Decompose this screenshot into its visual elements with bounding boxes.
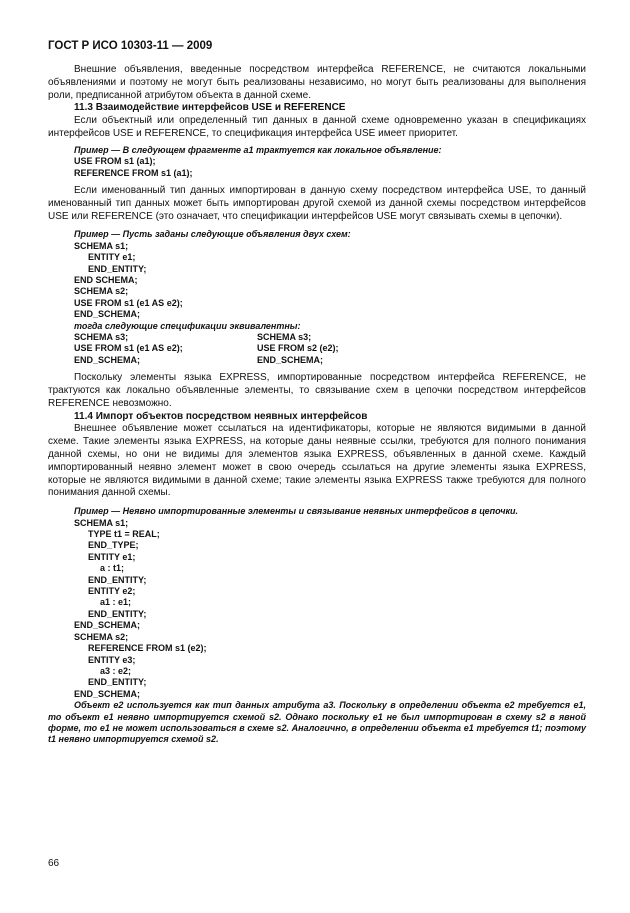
example-2-right-line: USE FROM s2 (e2);: [257, 343, 339, 354]
example-2-left-line: END_SCHEMA;: [74, 354, 141, 365]
section-heading-11-4: 11.4 Импорт объектов посредством неявных интерфейсов: [74, 410, 368, 422]
example-3-title: Пример — Неявно импортированные элементы и связывание неявных интерфейсов в цепочки.: [74, 506, 519, 517]
example-1-title: Пример — В следующем фрагменте a1 трактуется как локальное объявление:: [74, 144, 442, 155]
example-3-code-line: SCHEMA s1;: [74, 517, 129, 528]
example-3-code-line: TYPE t1 = REAL;: [88, 529, 160, 540]
example-2-code-line: END_SCHEMA;: [74, 309, 141, 320]
example-3-code: [48, 518, 586, 701]
document-page: [48, 40, 586, 746]
example-2-left-line: USE FROM s1 (e1 AS e2);: [74, 343, 183, 354]
example-3-code-line: END_SCHEMA;: [74, 620, 141, 631]
paragraph-reference-no-chaining: Поскольку элементы языка EXPRESS, импортированные посредством интерфейса REFERENCE, не трактуются как локально объявленные элементы, то связывание схем в цепочки посредством интерфейсов REFERENCE невозможно.: [48, 372, 586, 409]
example-3-code-line: a1 : e1;: [100, 597, 132, 608]
example-3-code-line: a3 : e2;: [100, 665, 132, 676]
example-3-code-line: SCHEMA s2;: [74, 631, 129, 642]
example-2-equivalent-row: [48, 343, 586, 354]
example-3-code-line: ENTITY e2;: [88, 586, 136, 597]
example-3-code-line: END_SCHEMA;: [74, 688, 141, 699]
paragraph-reference-external: Внешние объявления, введенные посредством интерфейса REFERENCE, не считаются локальными объявлениями и поэтому не могут быть реализованы независимо, но могут быть реализованы для выполнения роли, предписанной атрибутом объекта в данной схеме.: [48, 64, 586, 101]
example-3-code-line: END_ENTITY;: [88, 677, 147, 688]
example-2-right-line: SCHEMA s3;: [257, 332, 312, 343]
example-2-code-line: ENTITY e1;: [88, 252, 136, 263]
example-3-code-line: REFERENCE FROM s1 (e2);: [88, 643, 207, 654]
example-2-equivalent-row: [48, 332, 586, 343]
page-number: 66: [48, 858, 60, 869]
page-header: ГОСТ Р ИСО 10303-11 — 2009: [48, 40, 213, 52]
example-2-code-line: SCHEMA s2;: [74, 286, 129, 297]
example-3-code-line: END_ENTITY;: [88, 608, 147, 619]
section-heading-11-3: 11.3 Взаимодействие интерфейсов USE и REFERENCE: [74, 102, 346, 114]
example-2-right-line: END_SCHEMA;: [257, 354, 324, 365]
example-3-code-line: ENTITY e3;: [88, 654, 136, 665]
example-1-code-line: REFERENCE FROM s1 (a1);: [74, 167, 193, 178]
example-1-code-line: USE FROM s1 (a1);: [74, 156, 156, 167]
example-3-code-line: a : t1;: [100, 563, 125, 574]
example-3-note: Объект e2 используется как тип данных атрибута a3. Поскольку в определении объекта e2 требуется e1, то объект e1 неявно импортируется схемой s2. Однако поскольку e1 не был импортирован в схему s2 в явной форме, то e1 не может использоваться в схеме s2. Аналогично, в определении объекта e1 требуется t1; поэтому t1 неявно импортируется схемой s2.: [48, 700, 586, 745]
example-3-code-line: ENTITY e1;: [88, 551, 136, 562]
example-2-equivalent-row: [48, 355, 586, 366]
example-2-code-line: SCHEMA s1;: [74, 240, 129, 251]
example-2-title: Пример — Пусть заданы следующие объявления двух схем:: [74, 229, 351, 240]
paragraph-use-reference-priority: Если объектный или определенный тип данных в данной схеме одновременно указан в спецификациях интерфейсов USE и REFERENCE, то спецификация интерфейса USE имеет приоритет.: [48, 115, 586, 139]
example-2-then-label: тогда следующие спецификации эквивалентны:: [74, 320, 301, 331]
example-2-code-line: END SCHEMA;: [74, 275, 138, 286]
example-2-code-line: END_ENTITY;: [88, 263, 147, 274]
paragraph-implicit-interfaces: Внешнее объявление может ссылаться на идентификаторы, которые не являются видимыми в данной схеме. Такие элементы языка EXPRESS, на которые даны неявные ссылки, требуются для полного понимания данной схемы, но они не видимы для элементов языка EXPRESS, объявленных в данной схеме. Каждый импортированный неявно элемент может в свою очередь ссылаться на другие элементы языка EXPRESS, которые не являются видимыми в данной схеме; такие элементы языка EXPRESS также требуются для полного понимания данной схемы.: [48, 423, 586, 499]
paragraph-use-chaining: Если именованный тип данных импортирован в данную схему посредством интерфейса USE, то данный именованный тип данных может быть импортирован другой схемой из данной схемы посредством интерфейсов USE или REFERENCE (это означает, что спецификации интерфейсов USE могут связывать схемы в цепочки).: [48, 185, 586, 222]
example-2-left-line: SCHEMA s3;: [74, 332, 129, 343]
example-2-code-line: USE FROM s1 (e1 AS e2);: [74, 297, 183, 308]
example-3-code-line: END_ENTITY;: [88, 574, 147, 585]
example-3-code-line: END_TYPE;: [88, 540, 139, 551]
